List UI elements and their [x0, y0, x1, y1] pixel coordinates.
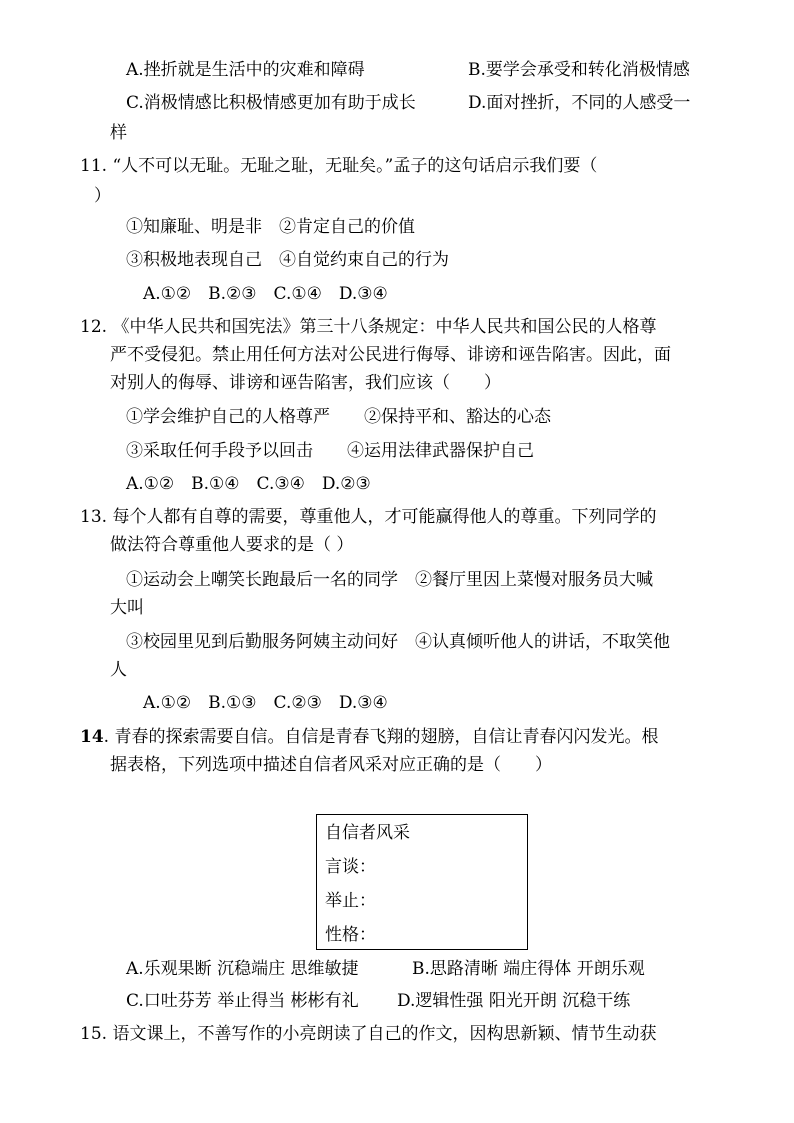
q13-items-1: ①运动会上嘲笑长跑最后一名的同学 ②餐厅里因上菜慢对服务员大喊	[126, 570, 653, 590]
q11-choices: A.①② B.②③ C.①④ D.③④	[143, 284, 388, 304]
q14-option-d: D.逻辑性强 阳光开朗 沉稳干练	[397, 991, 631, 1011]
q13-items-1-cont: 大叫	[110, 598, 144, 618]
q14-option-b: B.思路清晰 端庄得体 开朗乐观	[412, 959, 645, 979]
q13-stem-cont: 做法符合尊重他人要求的是（ ）	[110, 535, 354, 555]
q10-option-b: B.要学会承受和转化消极情感	[468, 60, 690, 80]
q14-stem	[80, 725, 658, 749]
q13-choices: A.①② B.①③ C.②③ D.③④	[143, 693, 388, 713]
q13-items-2: ③校园里见到后勤服务阿姨主动问好 ④认真倾听他人的讲话，不取笑他	[126, 632, 670, 652]
q10-option-a: A.挫折就是生活中的灾难和障碍	[126, 60, 365, 80]
q12-stem-cont-1: 严不受侵犯。禁止用任何方法对公民进行侮辱、诽谤和诬告陷害。因此，面	[110, 345, 671, 365]
confidence-table	[316, 814, 528, 950]
q11-stem: 11. “人不可以无耻。无耻之耻，无耻矣。”孟子的这句话启示我们要（	[80, 156, 598, 176]
q10-option-d-cont: 样	[110, 123, 127, 143]
q12-choices: A.①② B.①④ C.③④ D.②③	[126, 474, 371, 494]
table-title: 自信者风采	[325, 823, 410, 843]
q14-stem-cont: 据表格，下列选项中描述自信者风采对应正确的是（ ）	[110, 755, 552, 775]
table-row-character: 性格：	[325, 925, 376, 945]
q14-number: 14	[80, 727, 104, 747]
q14-stem-text: . 青春的探索需要自信。自信是青春飞翔的翅膀，自信让青春闪闪发光。根	[103, 727, 659, 747]
q12-stem-cont-2: 对别人的侮辱、诽谤和诬告陷害，我们应该（ ）	[110, 373, 501, 393]
q15-stem: 15. 语文课上，不善写作的小亮朗读了自己的作文，因构思新颖、情节生动获	[80, 1024, 657, 1044]
q13-stem: 13. 每个人都有自尊的需要，尊重他人，才可能赢得他人的尊重。下列同学的	[80, 507, 657, 527]
q12-stem: 12. 《中华人民共和国宪法》第三十八条规定：中华人民共和国公民的人格尊	[80, 317, 657, 337]
q11-items-2: ③积极地表现自己 ④自觉约束自己的行为	[126, 250, 449, 270]
q10-option-d: D.面对挫折，不同的人感受一	[468, 93, 691, 113]
q11-stem-cont: ）	[94, 186, 111, 206]
q10-option-c: C.消极情感比积极情感更加有助于成长	[126, 93, 416, 113]
q11-items-1: ①知廉耻、明是非 ②肯定自己的价值	[126, 217, 415, 237]
table-row-speech: 言谈：	[325, 857, 376, 877]
q12-items-1: ①学会维护自己的人格尊严 ②保持平和、豁达的心态	[126, 407, 551, 427]
q14-option-c: C.口吐芬芳 举止得当 彬彬有礼	[126, 991, 359, 1011]
table-row-manner: 举止：	[325, 891, 376, 911]
q12-items-2: ③采取任何手段予以回击 ④运用法律武器保护自己	[126, 441, 534, 461]
q13-items-2-cont: 人	[110, 660, 127, 680]
q14-option-a: A.乐观果断 沉稳端庄 思维敏捷	[126, 959, 359, 979]
